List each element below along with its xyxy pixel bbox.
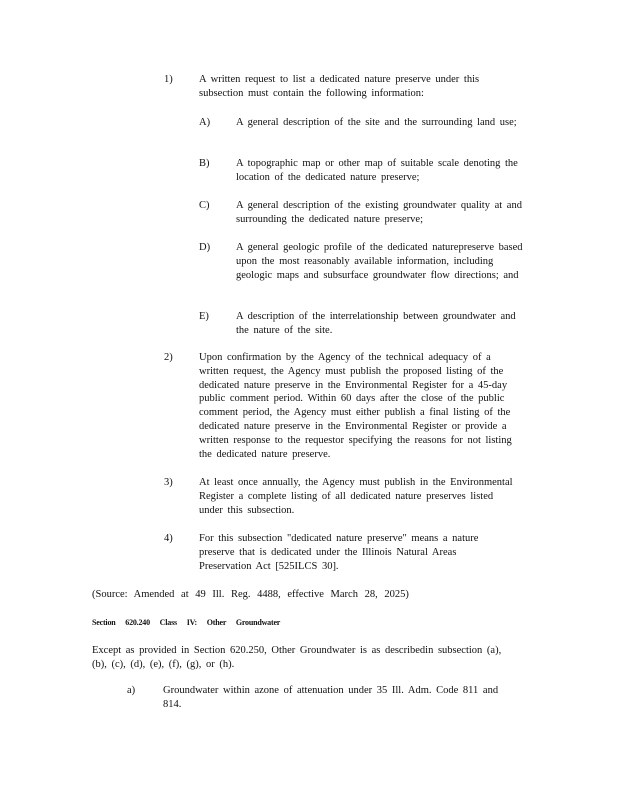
- item-2-text: Upon confirmation by the Agency of the technical adequacy of a written request, the Agency must publish the proposed listing of the dedicated nature preserve in the Environmental Register for a 45-day public comment period. Within 60 days after the close of the public comment period, the Agency must either publish a final listing of the dedicated nature preserve in the Environmental Register or provide a written response to the requestor specifying the reasons for not listing the dedicated nature preserve.: [199, 352, 512, 460]
- item-4-text: For this subsection "dedicated nature preserve" means a nature preserve that is dedicated under the Illinois Natural Areas Preservation Act [525ILCS 30].: [199, 533, 479, 572]
- section-intro: Except as provided in Section 620.250, Other Groundwater is as describedin subsection (a), (b), (c), (d), (e), (f), (g), or (h).: [92, 645, 502, 670]
- subsection-a-text: Groundwater within azone of attenuation under 35 Ill. Adm. Code 811 and 814.: [163, 685, 499, 710]
- item-1-sub-c-letter: C): [199, 200, 210, 211]
- item-4-number: 4): [164, 533, 173, 544]
- item-1-number: 1): [164, 74, 173, 85]
- item-1-sub-b-text: A topographic map or other map of suitable scale denoting the location of the dedicated nature preserve;: [236, 158, 518, 183]
- item-1-sub-e-letter: E): [199, 311, 209, 322]
- section-heading: Section 620.240 Class IV: Other Groundwater: [92, 618, 281, 627]
- source-note: (Source: Amended at 49 Ill. Reg. 4488, effective March 28, 2025): [92, 589, 409, 600]
- item-1-sub-a-letter: A): [199, 117, 211, 128]
- item-1-sub-c-text: A general description of the existing groundwater quality at and surrounding the dedicated nature preserve;: [236, 200, 522, 225]
- item-3-text: At least once annually, the Agency must publish in the Environmental Register a complete listing of all dedicated nature preserves listed under this subsection.: [199, 477, 513, 516]
- item-1-sub-b-letter: B): [199, 158, 210, 169]
- item-3-number: 3): [164, 477, 173, 488]
- item-1-sub-e-text: A description of the interrelationship between groundwater and the nature of the site.: [236, 311, 516, 336]
- item-2-number: 2): [164, 352, 173, 363]
- item-1-text: A written request to list a dedicated nature preserve under this subsection must contain the following information:: [199, 74, 480, 99]
- item-1-sub-d-letter: D): [199, 242, 211, 253]
- subsection-a-letter: a): [127, 685, 136, 696]
- item-1-sub-d-text: A general geologic profile of the dedicated naturepreserve based upon the most reasonably available information, including geologic maps and subsurface groundwater flow directions; and: [236, 242, 523, 281]
- item-1-sub-a-text: A general description of the site and the surrounding land use;: [236, 117, 517, 128]
